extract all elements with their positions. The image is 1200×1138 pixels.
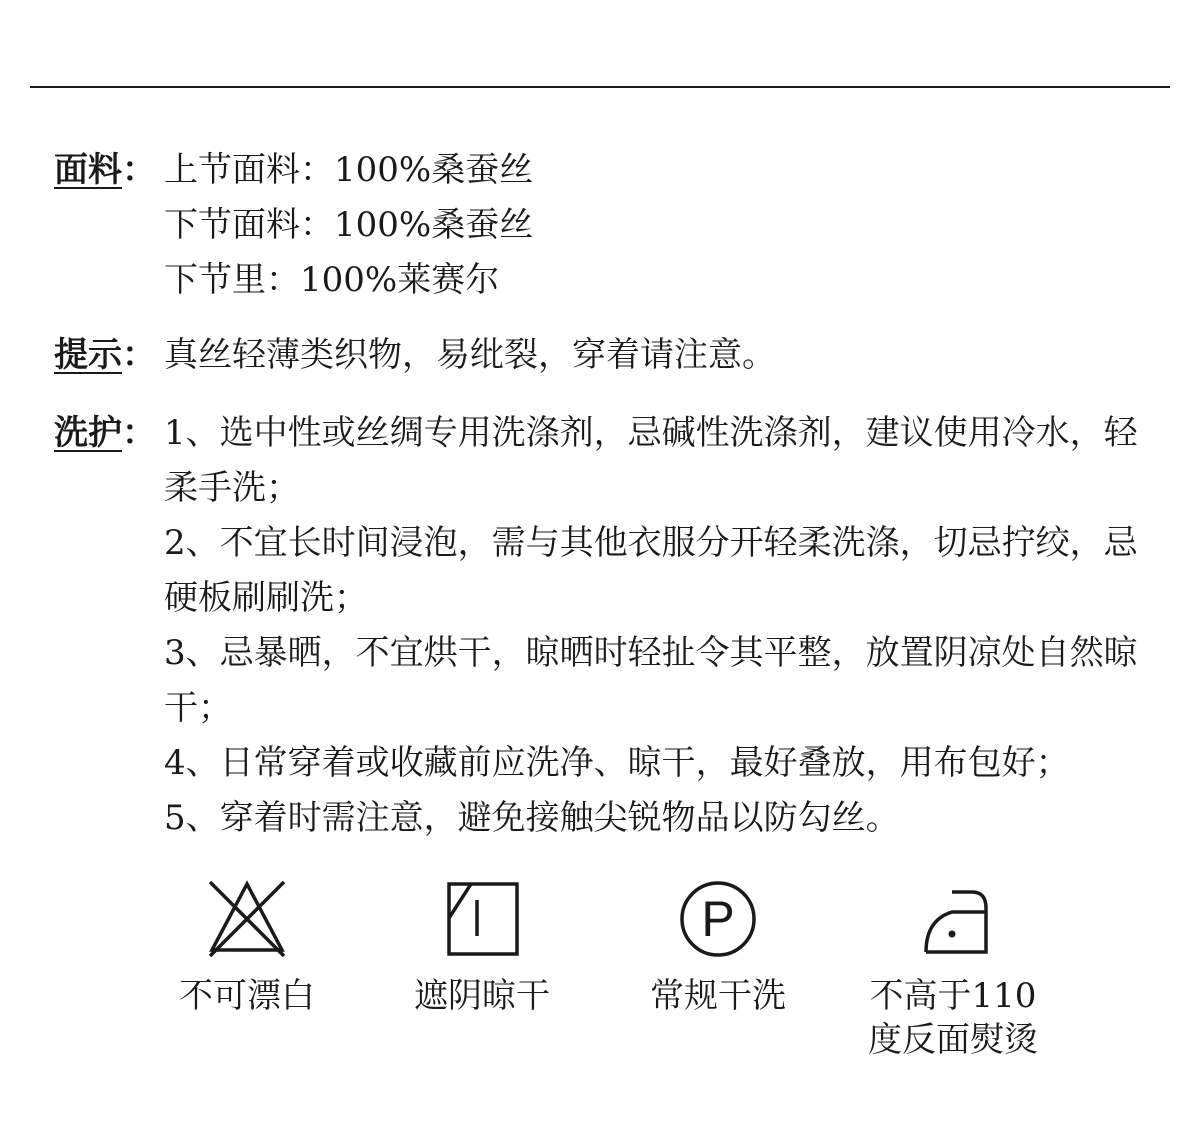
care-icon-no-bleach xyxy=(127,878,367,1018)
wash-section xyxy=(54,406,1144,846)
care-icon-dry-clean xyxy=(598,878,838,1018)
no-bleach-label: 不可漂白 xyxy=(179,976,315,1016)
material-body xyxy=(164,143,1144,308)
tip-section xyxy=(54,328,1144,383)
iron-label-line1: 不高于110 xyxy=(869,976,1037,1016)
dry-clean-label: 常规干洗 xyxy=(650,976,786,1016)
tip-text: 真丝轻薄类织物，易纰裂，穿着请注意。 xyxy=(164,335,776,375)
iron-label xyxy=(833,974,1073,1062)
wash-item-4: 4、日常穿着或收藏前应洗净、晾干，最好叠放，用布包好； xyxy=(164,743,1070,783)
wash-colon: ： xyxy=(122,413,156,453)
wash-item-3: 3、忌暴晒，不宜烘干，晾晒时轻扯令其平整，放置阴凉处自然晾干； xyxy=(164,633,1138,728)
dry-clean-symbol: P xyxy=(701,891,735,947)
material-colon: ： xyxy=(122,150,156,190)
iron-low-icon xyxy=(912,878,994,960)
wash-item-1: 1、选中性或丝绸专用洗涤剂，忌碱性洗涤剂，建议使用冷水，轻柔手洗； xyxy=(164,413,1138,508)
no-bleach-icon xyxy=(206,878,288,960)
care-icon-iron xyxy=(833,878,1073,1062)
tip-label: 提示 xyxy=(54,335,122,375)
tip-label-wrap xyxy=(54,328,164,383)
material-section xyxy=(54,143,1144,308)
shade-dry-label: 遮阴晾干 xyxy=(414,976,550,1016)
wash-item-2: 2、不宜长时间浸泡，需与其他衣服分开轻柔洗涤，切忌拧绞，忌硬板刷刷洗； xyxy=(164,523,1138,618)
dry-clean-p-icon xyxy=(677,878,759,960)
iron-label-line2: 度反面熨烫 xyxy=(868,1020,1038,1060)
shade-dry-icon xyxy=(441,878,523,960)
wash-label: 洗护 xyxy=(54,413,122,453)
material-line-lining: 下节里：100%莱赛尔 xyxy=(164,260,500,300)
tip-colon: ： xyxy=(122,335,156,375)
material-label: 面料 xyxy=(54,150,122,190)
wash-label-wrap xyxy=(54,406,164,846)
wash-item-5: 5、穿着时需注意，避免接触尖锐物品以防勾丝。 xyxy=(164,798,900,838)
material-line-lower: 下节面料：100%桑蚕丝 xyxy=(164,205,534,245)
top-divider xyxy=(30,86,1170,88)
care-icon-shade-dry xyxy=(362,878,602,1018)
tip-body xyxy=(164,328,1144,383)
material-line-upper: 上节面料：100%桑蚕丝 xyxy=(164,150,534,190)
wash-body xyxy=(164,406,1144,846)
material-label-wrap xyxy=(54,143,164,308)
